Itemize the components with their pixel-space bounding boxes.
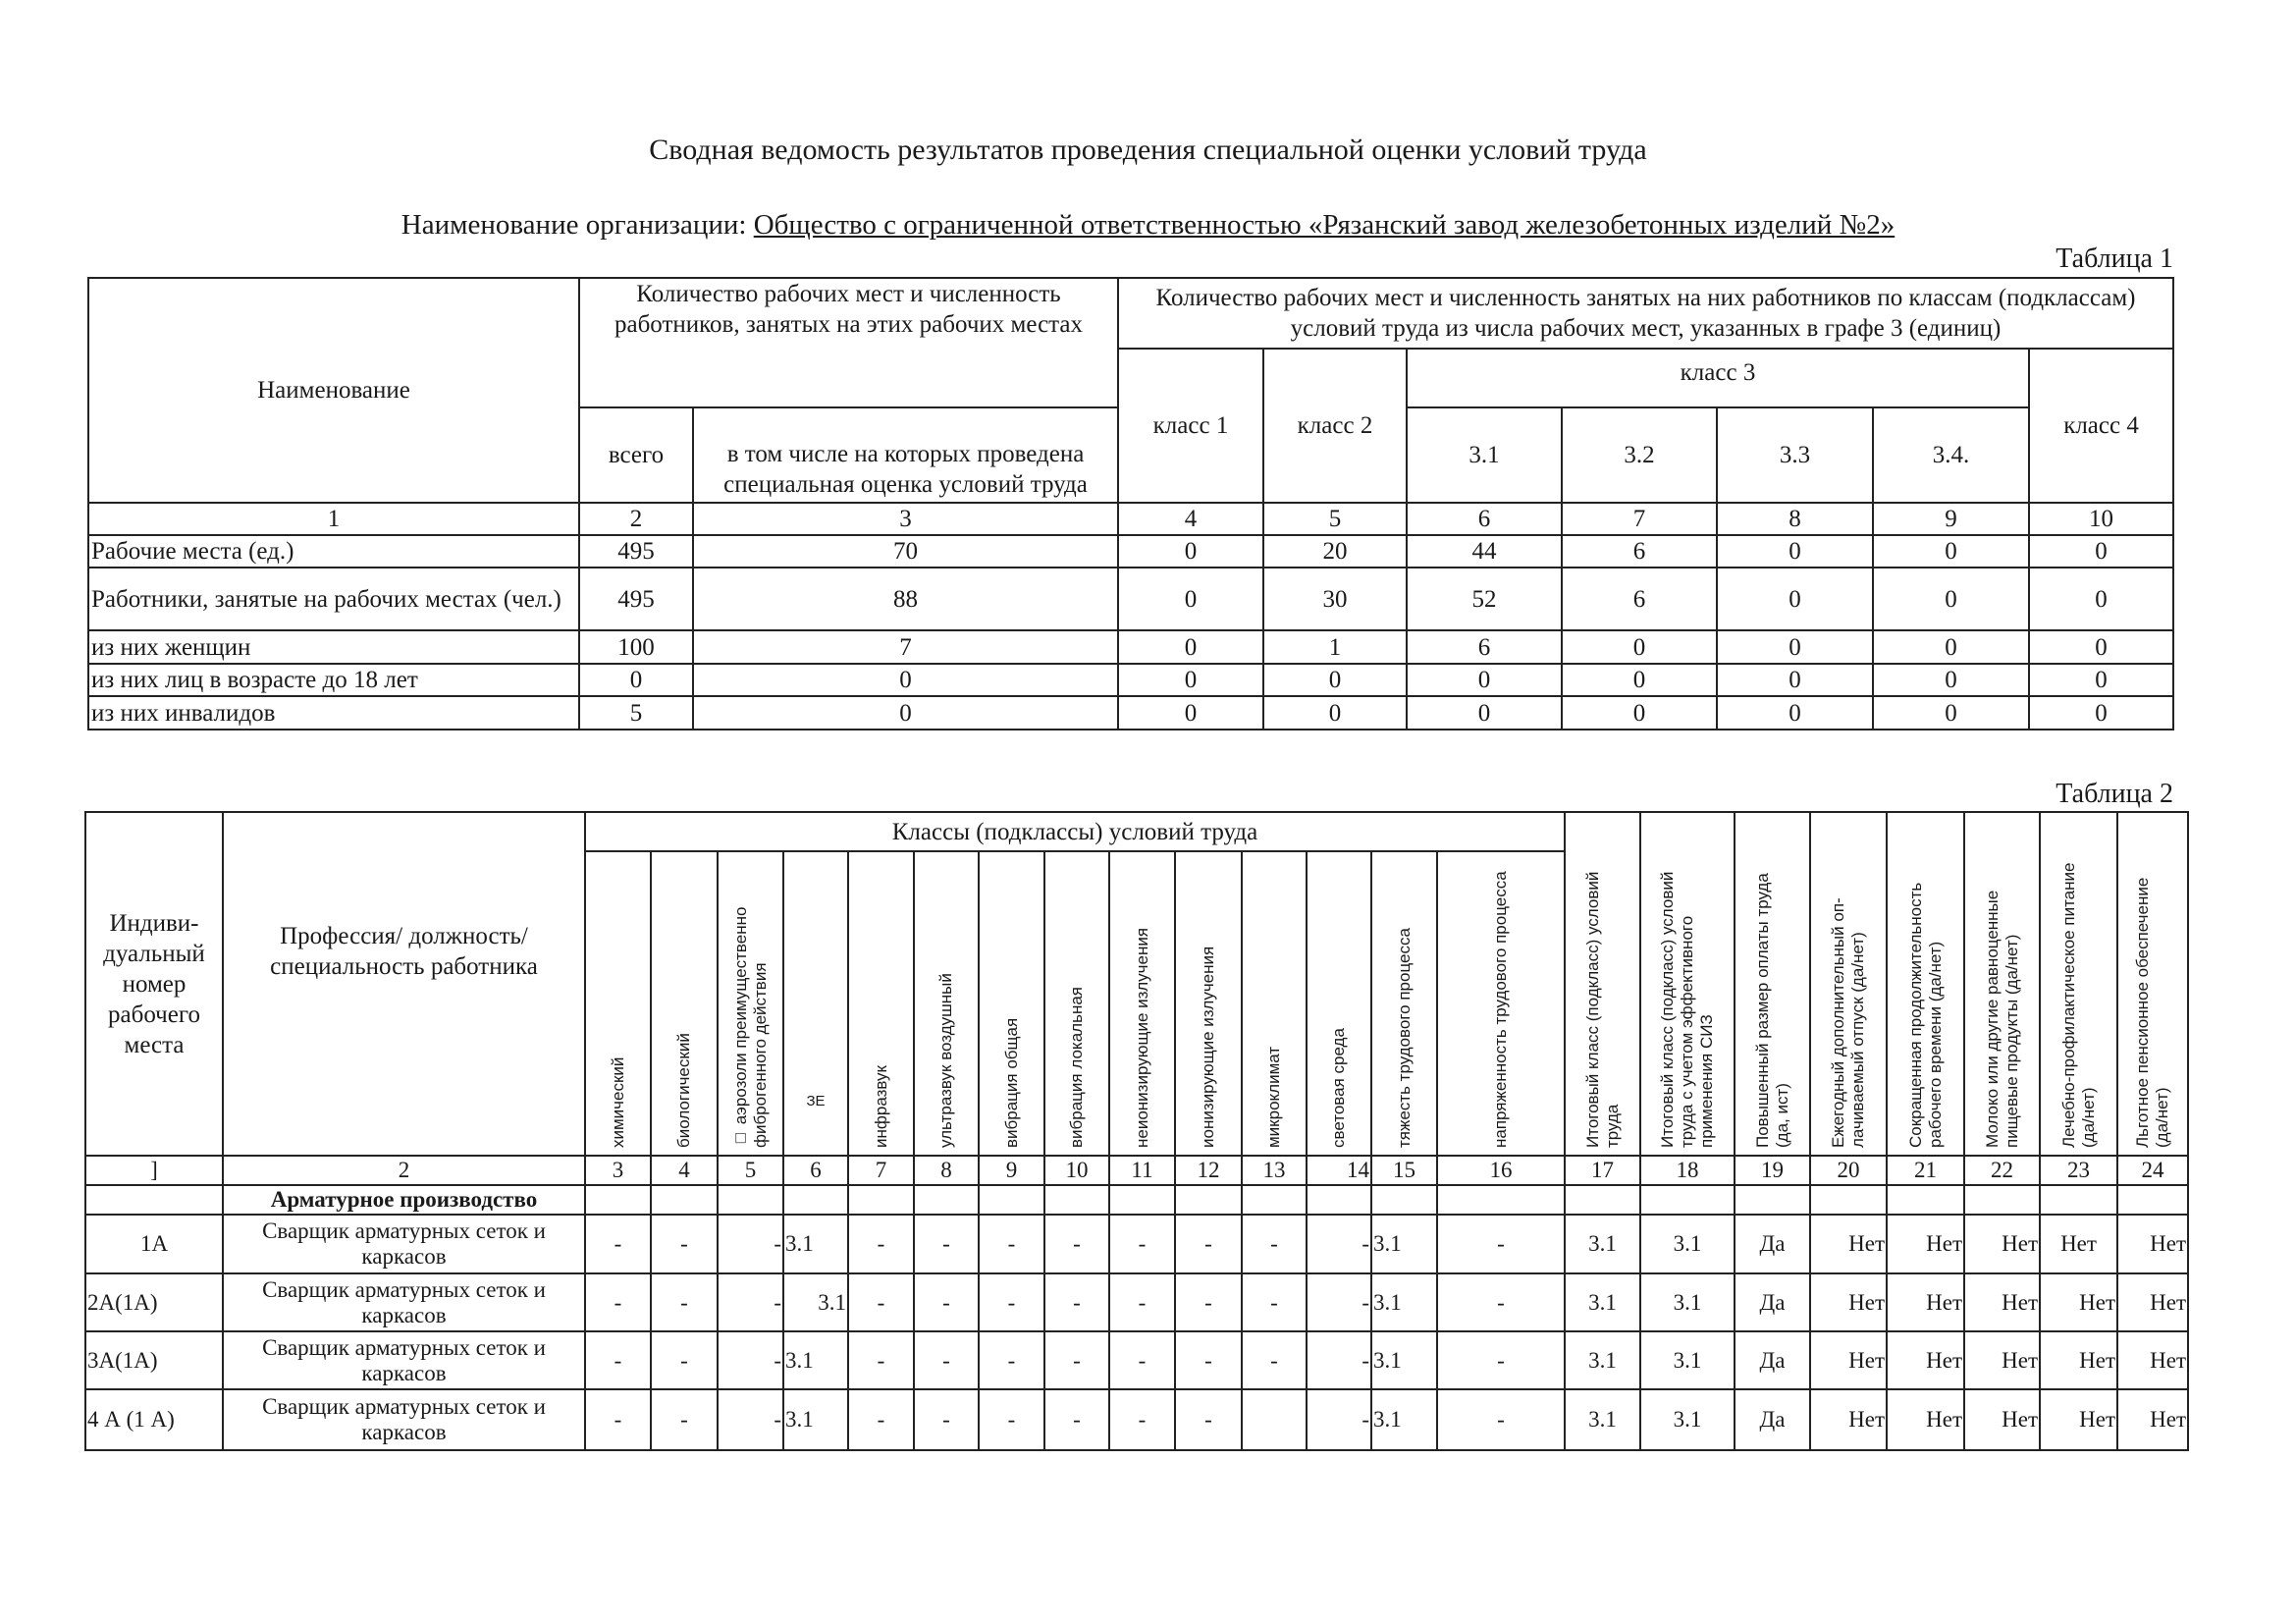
cell: 0 (1717, 630, 1873, 664)
factor-biological: биологический (651, 851, 718, 1156)
colnum: 3 (585, 1156, 651, 1185)
cell: Нет (2117, 1331, 2188, 1389)
factor-noise: ЗЕ (783, 851, 848, 1156)
cell: Да (1735, 1273, 1810, 1331)
factor-local-vibration: вибрация локальная (1044, 851, 1109, 1156)
cell: 6 (1562, 568, 1717, 630)
cell: - (1044, 1273, 1109, 1331)
header-total: всего (579, 407, 693, 503)
profession: Сварщик арматурных сеток и каркасов (223, 1215, 585, 1273)
table-row (88, 630, 2173, 664)
cell: Нет (1964, 1331, 2040, 1389)
header-workplace-id: Индиви-дуальный номер рабочего места (85, 812, 223, 1156)
organization-name: Общество с ограниченной ответственностью «Рязанский завод железобетонных изделий №2» (753, 209, 1896, 241)
cell: - (1109, 1389, 1175, 1450)
cell: 0 (1562, 664, 1717, 696)
header-classes-group: Количество рабочих мест и численность занятых на них работников по классам (подклассам) условий труда из числа рабочих мест, указанных в графе 3 (единиц) (1118, 278, 2173, 349)
cell: - (585, 1273, 651, 1331)
cell: - (585, 1331, 651, 1389)
row-label: из них инвалидов (88, 696, 579, 730)
cell: 3.1 (1565, 1331, 1640, 1389)
cell: - (1307, 1273, 1371, 1331)
colnum: 21 (1887, 1156, 1964, 1185)
cell: - (1242, 1215, 1307, 1273)
cell: Нет (2040, 1273, 2117, 1331)
colnum: 24 (2117, 1156, 2188, 1185)
cell: 0 (1118, 535, 1263, 568)
colnum: 10 (1044, 1156, 1109, 1185)
cell: 0 (1873, 630, 2029, 664)
table-row (88, 535, 2173, 568)
header-class2: класс 2 (1263, 349, 1407, 503)
cell: 495 (579, 535, 693, 568)
cell: 0 (1562, 630, 1717, 664)
cell: Нет (2117, 1215, 2188, 1273)
cell: 0 (1263, 664, 1407, 696)
cell: - (1175, 1273, 1242, 1331)
cell: Нет (2040, 1215, 2117, 1273)
cell: 0 (1717, 664, 1873, 696)
header-extra-leave: Ежегодный дополнительный оп-лачиваемый отпуск (да/нет) (1810, 812, 1887, 1156)
colnum: 19 (1735, 1156, 1810, 1185)
colnum: 15 (1371, 1156, 1437, 1185)
cell: 88 (693, 568, 1118, 630)
workplaces-table (84, 811, 2189, 1451)
colnum: 4 (651, 1156, 718, 1185)
cell: - (1242, 1273, 1307, 1331)
cell: 0 (2029, 535, 2173, 568)
factor-labor-severity: тяжесть трудового процесса (1371, 851, 1437, 1156)
colnum: 23 (2040, 1156, 2117, 1185)
colnum: 7 (848, 1156, 914, 1185)
cell: - (651, 1331, 718, 1389)
cell: - (979, 1331, 1044, 1389)
cell: - (1109, 1331, 1175, 1389)
header-sub-3-1: 3.1 (1407, 407, 1562, 503)
cell: - (1307, 1331, 1371, 1389)
cell: - (848, 1215, 914, 1273)
table-row (85, 1331, 2188, 1389)
cell: 0 (2029, 630, 2173, 664)
colnum: 12 (1175, 1156, 1242, 1185)
cell: Нет (2117, 1273, 2188, 1331)
factor-infrasound: инфразвук (848, 851, 914, 1156)
organization-line (0, 209, 2296, 242)
cell: Нет (2040, 1389, 2117, 1450)
cell: - (1044, 1389, 1109, 1450)
cell: - (979, 1273, 1044, 1331)
factor-aerosols: □ аэрозоли преимущественно фиброгенного действия (718, 851, 783, 1156)
cell: 3.1 (783, 1215, 848, 1273)
cell: - (1175, 1389, 1242, 1450)
header-final-class: Итоговый класс (подкласс) условий труда (1565, 812, 1640, 1156)
cell: 0 (693, 664, 1118, 696)
cell: Нет (1887, 1331, 1964, 1389)
header-increased-pay: Повышенный размер оплаты труда (да, ист) (1735, 812, 1810, 1156)
workplace-id: 4 А (1 А) (85, 1389, 223, 1450)
cell: Нет (1810, 1215, 1887, 1273)
colnum: 1 (88, 503, 579, 535)
header-class1: класс 1 (1118, 349, 1263, 503)
cell: 0 (1118, 568, 1263, 630)
header-class4: класс 4 (2029, 349, 2173, 503)
cell: - (585, 1215, 651, 1273)
cell: 0 (1407, 664, 1562, 696)
header-work-classes: Классы (подклассы) условий труда (585, 812, 1565, 851)
cell: - (914, 1389, 979, 1450)
cell: 0 (1407, 696, 1562, 730)
cell: - (914, 1215, 979, 1273)
cell: Нет (2040, 1331, 2117, 1389)
cell: 3.1 (1371, 1331, 1437, 1389)
cell: 0 (1873, 664, 2029, 696)
cell: Нет (2117, 1389, 2188, 1450)
cell: 0 (1118, 696, 1263, 730)
colnum: 8 (1717, 503, 1873, 535)
cell: - (848, 1389, 914, 1450)
cell: 5 (579, 696, 693, 730)
table-row (88, 568, 2173, 630)
cell: 44 (1407, 535, 1562, 568)
section-row (85, 1185, 2188, 1215)
colnum: 17 (1565, 1156, 1640, 1185)
colnum: 22 (1964, 1156, 2040, 1185)
cell: 0 (1717, 535, 1873, 568)
cell: 3.1 (1640, 1215, 1735, 1273)
colnum: 16 (1437, 1156, 1565, 1185)
colnum: 11 (1109, 1156, 1175, 1185)
cell: Нет (1887, 1389, 1964, 1450)
colnum: 6 (783, 1156, 848, 1185)
colnum: 20 (1810, 1156, 1887, 1185)
column-numbers-row (85, 1156, 2188, 1185)
colnum: 3 (693, 503, 1118, 535)
workplace-id: 2А(1А) (85, 1273, 223, 1331)
cell: 6 (1407, 630, 1562, 664)
cell: 3.1 (783, 1389, 848, 1450)
profession: Сварщик арматурных сеток и каркасов (223, 1273, 585, 1331)
row-label: из них женщин (88, 630, 579, 664)
cell: 0 (1873, 535, 2029, 568)
header-pension: Льготное пенсионное обеспечение (да/нет) (2117, 812, 2188, 1156)
table-row (88, 696, 2173, 730)
colnum: ] (85, 1156, 223, 1185)
factor-lighting: световая среда (1307, 851, 1371, 1156)
cell: 0 (2029, 664, 2173, 696)
cell: - (1044, 1215, 1109, 1273)
workplace-id: 3А(1А) (85, 1331, 223, 1389)
cell: 1 (1263, 630, 1407, 664)
cell (1242, 1389, 1307, 1450)
colnum: 2 (223, 1156, 585, 1185)
header-sub-3-3: 3.3 (1717, 407, 1873, 503)
cell: Нет (1964, 1389, 2040, 1450)
cell: 70 (693, 535, 1118, 568)
cell: - (1242, 1331, 1307, 1389)
table2-caption: Таблица 2 (2056, 779, 2173, 809)
cell: 0 (579, 664, 693, 696)
profession: Сварщик арматурных сеток и каркасов (223, 1389, 585, 1450)
cell: - (1044, 1331, 1109, 1389)
cell: - (718, 1331, 783, 1389)
workplace-id: 1А (85, 1215, 223, 1273)
colnum: 4 (1118, 503, 1263, 535)
colnum: 9 (979, 1156, 1044, 1185)
colnum: 8 (914, 1156, 979, 1185)
cell: - (979, 1215, 1044, 1273)
cell: - (1437, 1273, 1565, 1331)
colnum: 13 (1242, 1156, 1307, 1185)
cell: - (1109, 1215, 1175, 1273)
cell (85, 1185, 223, 1215)
cell: 0 (1263, 696, 1407, 730)
header-final-class-ppe: Итоговый класс (подкласс) условий труда с учетом эффективного применения СИЗ (1640, 812, 1735, 1156)
header-profession: Профессия/ должность/ специальность работника (223, 812, 585, 1156)
cell: 0 (2029, 696, 2173, 730)
header-reduced-hours: Сокращенная продолжительность рабочего времени (да/нет) (1887, 812, 1964, 1156)
table-row (85, 1389, 2188, 1450)
cell: Да (1735, 1215, 1810, 1273)
cell: - (848, 1331, 914, 1389)
header-milk: Молоко или другие равноценные пищевые продукты (да/нет) (1964, 812, 2040, 1156)
cell: 3.1 (1640, 1389, 1735, 1450)
cell: Нет (1887, 1273, 1964, 1331)
section-title: Арматурное производство (223, 1185, 585, 1215)
cell: 6 (1562, 535, 1717, 568)
document-title: Сводная ведомость результатов проведения специальной оценки условий труда (649, 134, 1647, 166)
column-numbers-row (88, 503, 2173, 535)
row-label: из них лиц в возрасте до 18 лет (88, 664, 579, 696)
cell: Нет (1810, 1331, 1887, 1389)
header-workplaces-group: Количество рабочих мест и численность работников, занятых на этих рабочих местах (579, 278, 1118, 407)
colnum: 2 (579, 503, 693, 535)
cell: Да (1735, 1389, 1810, 1450)
table-row (85, 1215, 2188, 1273)
factor-general-vibration: вибрация общая (979, 851, 1044, 1156)
cell: Нет (1964, 1273, 2040, 1331)
cell: 0 (1562, 696, 1717, 730)
cell: - (1175, 1331, 1242, 1389)
cell: Нет (1810, 1389, 1887, 1450)
summary-table (87, 277, 2174, 730)
cell: 0 (1873, 696, 2029, 730)
cell: 0 (1118, 630, 1263, 664)
cell: - (718, 1273, 783, 1331)
header-assessed: в том числе на которых проведена специальная оценка условий труда (693, 407, 1118, 503)
cell: 3.1 (1371, 1389, 1437, 1450)
cell: 3.1 (1640, 1273, 1735, 1331)
cell: - (1109, 1273, 1175, 1331)
cell: Да (1735, 1331, 1810, 1389)
header-sub-3-2: 3.2 (1562, 407, 1717, 503)
colnum: 5 (718, 1156, 783, 1185)
cell: 0 (1717, 568, 1873, 630)
cell: 0 (693, 696, 1118, 730)
cell: 3.1 (1565, 1215, 1640, 1273)
cell: - (718, 1215, 783, 1273)
cell: 3.1 (1371, 1273, 1437, 1331)
header-sub-3-4: 3.4. (1873, 407, 2029, 503)
cell: - (1307, 1389, 1371, 1450)
cell: 0 (2029, 568, 2173, 630)
cell: 20 (1263, 535, 1407, 568)
colnum: 14 (1307, 1156, 1371, 1185)
row-label: Рабочие места (ед.) (88, 535, 579, 568)
profession: Сварщик арматурных сеток и каркасов (223, 1331, 585, 1389)
cell: 30 (1263, 568, 1407, 630)
cell: Нет (1887, 1215, 1964, 1273)
cell: 0 (1873, 568, 2029, 630)
cell: 0 (1717, 696, 1873, 730)
factor-ionizing: ионизирующие излучения (1175, 851, 1242, 1156)
cell: - (1437, 1389, 1565, 1450)
cell: 3.1 (783, 1331, 848, 1389)
cell: 7 (693, 630, 1118, 664)
factor-ultrasound: ультразвук воздушный (914, 851, 979, 1156)
cell: - (718, 1389, 783, 1450)
table1-caption: Таблица 1 (2056, 243, 2173, 274)
cell: - (848, 1273, 914, 1331)
colnum: 5 (1263, 503, 1407, 535)
cell: Нет (1810, 1273, 1887, 1331)
cell: 52 (1407, 568, 1562, 630)
cell: 0 (1118, 664, 1263, 696)
factor-labor-intensity: напряженность трудового процесса (1437, 851, 1565, 1156)
cell: - (651, 1215, 718, 1273)
header-therapeutic-food: Лечебно-профилактическое питание (да/нет) (2040, 812, 2117, 1156)
cell: 3.1 (1371, 1215, 1437, 1273)
header-name: Наименование (88, 278, 579, 503)
colnum: 9 (1873, 503, 2029, 535)
cell: - (914, 1273, 979, 1331)
cell: - (914, 1331, 979, 1389)
cell: 3.1 (1565, 1273, 1640, 1331)
cell: - (979, 1389, 1044, 1450)
cell: Нет (1964, 1215, 2040, 1273)
colnum: 18 (1640, 1156, 1735, 1185)
cell: - (1307, 1215, 1371, 1273)
colnum: 10 (2029, 503, 2173, 535)
factor-nonionizing: неионизирующие излучения (1109, 851, 1175, 1156)
table-row (85, 1273, 2188, 1331)
cell: - (651, 1389, 718, 1450)
cell: - (1437, 1215, 1565, 1273)
header-class3: класс 3 (1407, 349, 2029, 407)
colnum: 7 (1562, 503, 1717, 535)
cell: - (585, 1389, 651, 1450)
cell: 3.1 (1640, 1331, 1735, 1389)
cell: 100 (579, 630, 693, 664)
table-row (88, 664, 2173, 696)
colnum: 6 (1407, 503, 1562, 535)
cell: - (1437, 1331, 1565, 1389)
row-label: Работники, занятые на рабочих местах (чел.) (88, 568, 579, 630)
organization-label: Наименование организации: (400, 209, 747, 241)
cell: 3.1 (1565, 1389, 1640, 1450)
cell: - (651, 1273, 718, 1331)
factor-chemical: химический (585, 851, 651, 1156)
cell: - (1175, 1215, 1242, 1273)
factor-microclimate: микроклимат (1242, 851, 1307, 1156)
cell: 495 (579, 568, 693, 630)
cell: 3.1 (783, 1273, 848, 1331)
